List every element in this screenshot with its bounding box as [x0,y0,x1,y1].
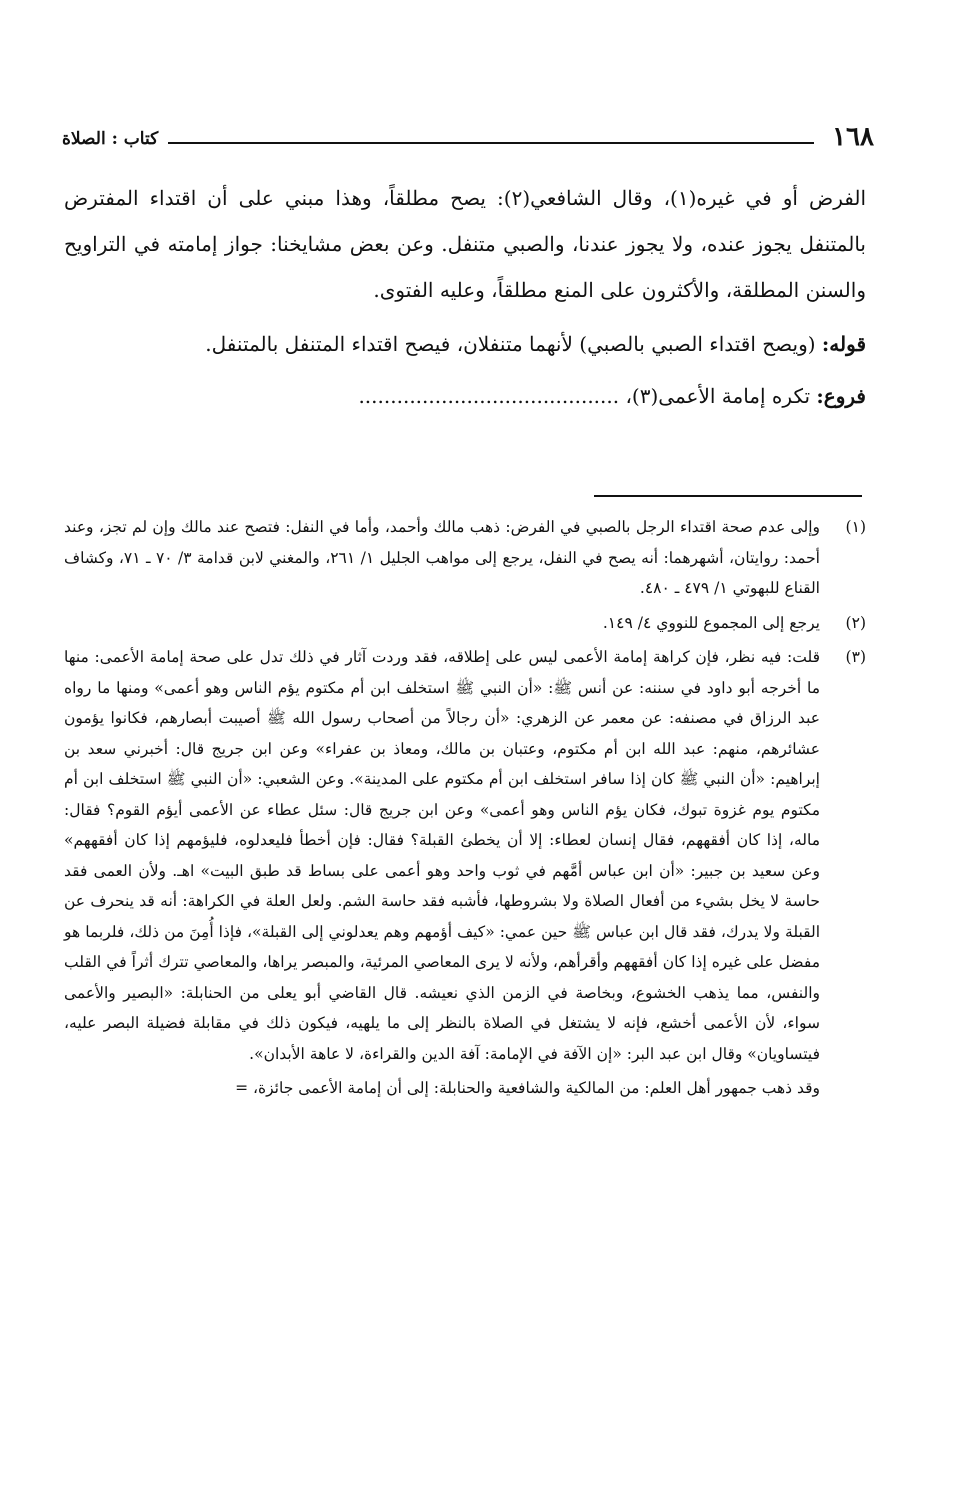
paragraph-3-keyword: فروع: [816,384,866,408]
footnote-number: (١) [845,518,866,536]
paragraph-3-text: تكره إمامة الأعمى(٣)، ......................................... [358,384,811,408]
footnote-number: (٣) [845,648,866,666]
footnote-3 [64,642,866,1069]
paragraph-2 [64,321,866,367]
paragraph-1: الفرض أو في غيره(١)، وقال الشافعي(٢): يصح مطلقاً، وهذا مبني على أن اقتداء المفترض بالمتنفل يجوز عنده، ولا يجوز عندنا، والصبي متنفل. وعن بعض مشايخنا: جواز إمامته في التراويح والسنن المطلقة، والأكثرون على المنع مطلقاً، وعليه الفتوى. [64,186,867,302]
main-text [64,175,866,419]
page-number: ١٦٨ [832,122,874,152]
header-rule [168,142,814,144]
footnotes [64,512,866,1104]
footnote-text: يرجع إلى المجموع للنووي ٤/ ١٤٩. [602,613,820,632]
page-header [62,110,874,150]
running-title: كتاب : الصلاة [62,129,159,149]
footnote-number: (٢) [845,613,866,632]
footnote-text: قلت: فيه نظر، فإن كراهة إمامة الأعمى ليس على إطلاقه، فقد وردت آثار في ذلك تدل على صحة إمامة الأعمى: منها ما أخرجه أبو داود في سننه: عن أنس ﷺ: «أن النبي ﷺ استخلف ابن أم مكتوم يؤم الناس وهو أعمى» ومنها ما رواه عبد الرزاق في مصنفه: عن معمر عن الزهري: «أن رجالاً من أصحاب رسول الله ﷺ أصيبت أبصارهم، فكانوا يؤمون عشائرهم، منهم: عبد الله ابن أم مكتوم، وعتبان بن مالك، ومعاذ بن عفراء» وعن ابن جريج قال: أخبرني سعد بن إبراهيم: «أن النبي ﷺ كان إذا سافر استخلف ابن أم مكتوم على المدينة». وعن الشعبي: «أن النبي ﷺ استخلف ابن أم مكتوم يوم غزوة تبوك، فكان يؤم الناس وهو أعمى» وعن ابن جريج قال: سئل عطاء عن الأعمى أيؤم القوم؟ فقال: ماله، إذا كان أفقههم، فقال إنسان لعطاء: إلا أن يخطئ القبلة؟ فقال: فإن أخطأ فليعدلوه، فليؤمهم إذا كان أفقههم» وعن سعيد بن جبير: «أن ابن عباس أمَّهم في ثوب واحد وهو أعمى على بساط قد طبق البيت» اهـ. ولأن العمى فقد حاسة لا يخل بشيء من أفعال الصلاة ولا بشروطها، فأشبه فقد حاسة الشم. ولعل العلة في الكراهة: أنه قد ينحرف عن القبلة ولا يدرك، فقد قال ابن عباس ﷺ حين عمي: «كيف أؤمهم وهم يعدلوني إلى القبلة»، فإذا أُمِنَ من ذلك، فلربما هو مفضل على غيره إذا كان أفقههم وأقرأهم، ولأنه لا يرى المعاصي المرئية، والمبصر يراها، والمعاصي تترك أثراً في القلب والنفس، مما يذهب الخشوع، وبخاصة في الزمن الذي نعيشه. قال القاضي أبو يعلى من الحنابلة: «البصير والأعمى سواء، لأن الأعمى أخشع، فإنه لا يشتغل في الصلاة بالنظر إلى ما يلهيه، فيكون ذلك في مقابلة فضيلة البصر عليه، فيتساويان» وقال ابن عبد البر: «إن الآفة في الإمامة: آفة الدين والقراءة، لا عاهة الأبدان». [64,648,820,1063]
footnote-separator [594,495,862,497]
paragraph-2-text: (ويصح اقتداء الصبي بالصبي) لأنهما متنفلان، فيصح اقتداء المتنفل بالمتنفل. [205,332,816,356]
paragraph-3 [64,373,866,419]
footnote-text: وإلى عدم صحة اقتداء الرجل بالصبي في الفرض: ذهب مالك وأحمد، وأما في النفل: فتصح عند مالك وإن لم تجز، وعند أحمد: روايتان، أشهرهما: أنه يصح في النفل، يرجع إلى مواهب الجليل ١/ ٢٦١، والمغني لابن قدامة ٣/ ٧٠ ـ ٧١، وكشاف القناع للبهوتي ١/ ٤٧٩ ـ ٤٨٠. [64,518,820,597]
footnote-2 [64,608,866,639]
footnote-1 [64,512,866,604]
paragraph-2-keyword: قوله: [821,332,866,356]
footnote-continuation: وقد ذهب جمهور أهل العلم: من المالكية والشافعية والحنابلة: إلى أن إمامة الأعمى جائزة، = [235,1079,820,1097]
